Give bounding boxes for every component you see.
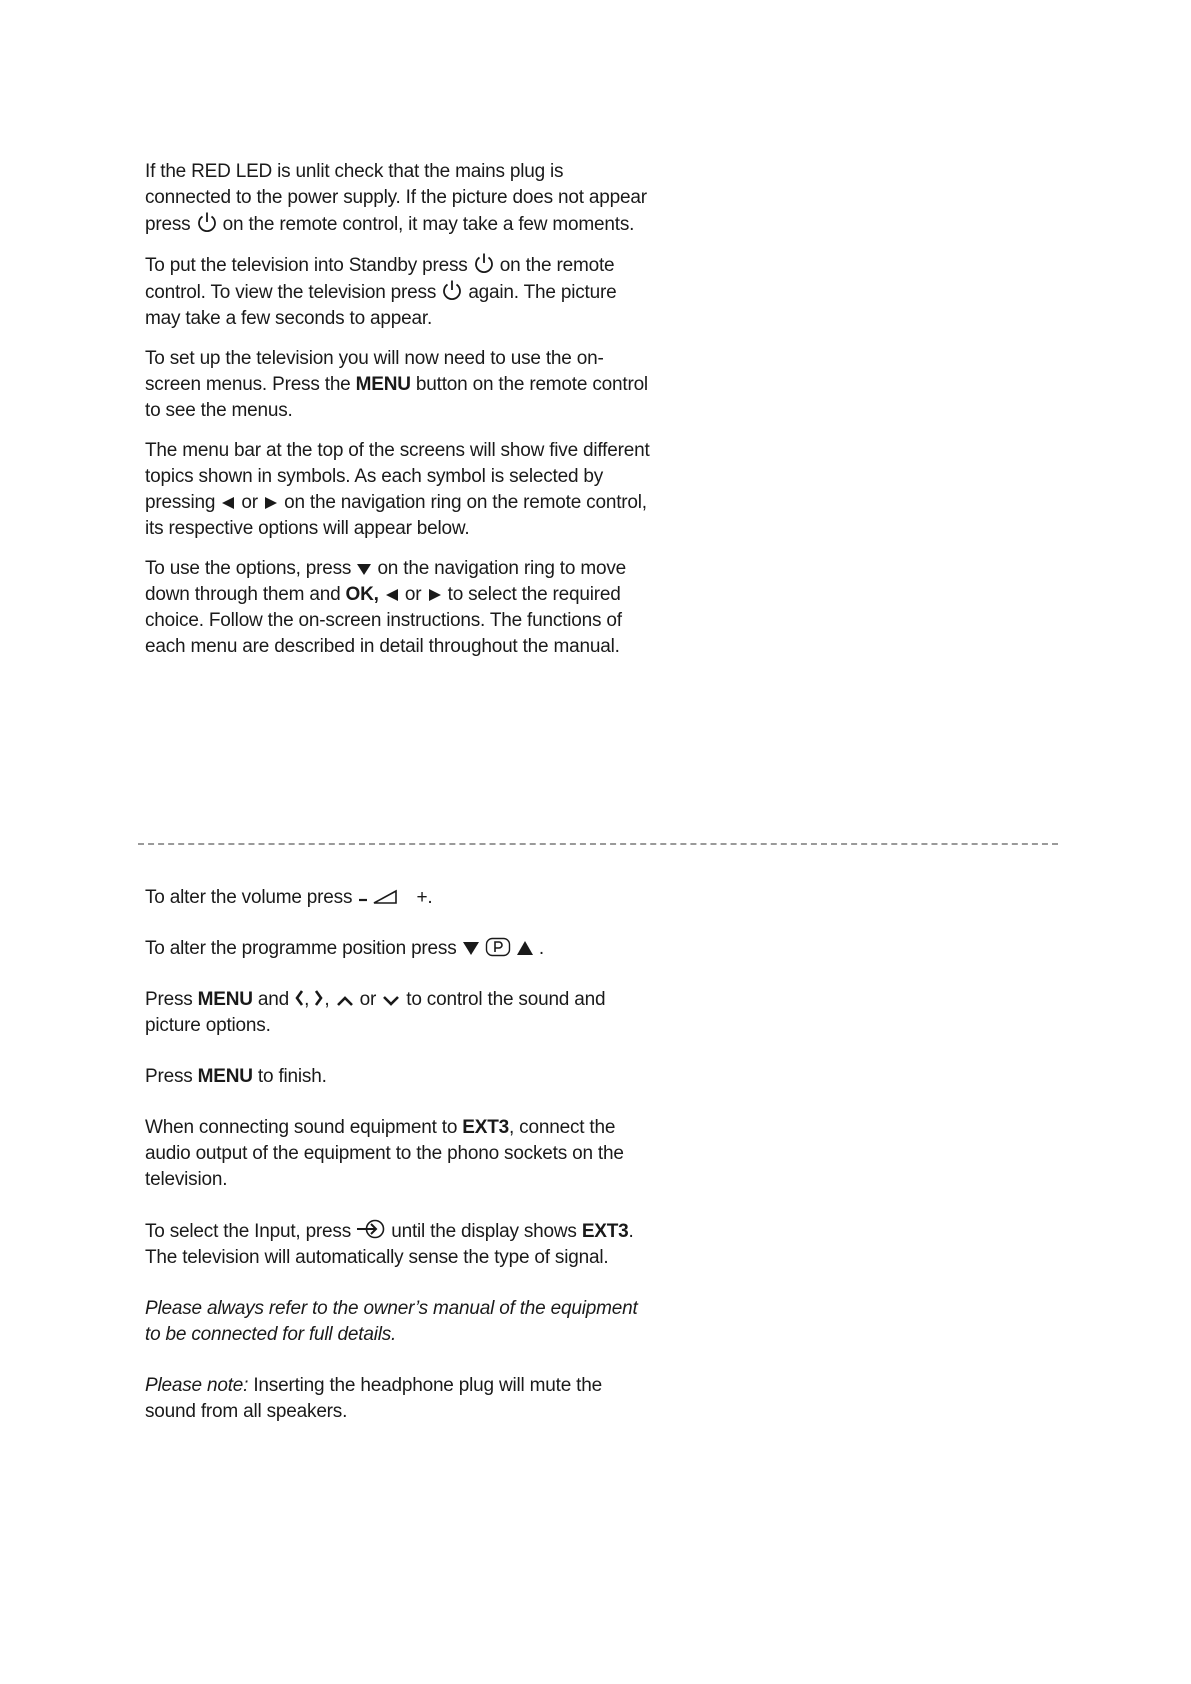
text: to finish. <box>257 1066 327 1087</box>
text: To alter the volume press <box>145 887 353 908</box>
power-icon <box>441 279 463 301</box>
text: , <box>304 989 310 1010</box>
text: When connecting sound equipment to <box>145 1117 458 1138</box>
text: on the remote control, it may take a few moments. <box>222 214 635 235</box>
text: To put the television into Standby press <box>145 255 468 276</box>
paragraph-menu-control <box>145 987 650 1039</box>
text: , connect the audio output of the equipment to the phono sockets on the television. <box>145 1117 624 1190</box>
right-triangle-icon <box>263 495 279 511</box>
text: to control the sound and picture options. <box>145 989 606 1036</box>
text: on the navigation ring on the remote control, its respective options will appear below. <box>145 492 647 539</box>
ext3-keyword: EXT3 <box>581 1221 629 1242</box>
paragraph-options <box>145 556 650 660</box>
text: . <box>538 938 544 959</box>
right-triangle-icon <box>427 587 443 603</box>
text: +. <box>416 887 433 908</box>
text: If the RED LED is unlit check that the mains plug is connected to the power supply. If the picture does not appear press <box>145 161 647 235</box>
text: and <box>257 989 290 1010</box>
text: button on the remote control to see the menus. <box>145 374 648 421</box>
paragraph-menu-finish <box>145 1064 650 1090</box>
text: or <box>241 492 258 513</box>
input-source-icon <box>356 1218 386 1240</box>
paragraph-standby <box>145 252 650 332</box>
text: until the display shows <box>391 1221 577 1242</box>
text: To set up the television you will now need to use the on-screen menus. Press the <box>145 348 604 395</box>
text: . The television will automatically sense the type of signal. <box>145 1221 634 1268</box>
text: To alter the programme position press <box>145 938 457 959</box>
paragraph-ext3-connect <box>145 1115 650 1193</box>
text: To use the options, press <box>145 558 352 579</box>
paragraph-programme <box>145 936 650 962</box>
text: Press <box>145 1066 193 1087</box>
chevron-right-icon <box>314 988 324 1008</box>
volume-wedge-icon <box>357 888 411 906</box>
ext3-keyword: EXT3 <box>462 1117 510 1138</box>
text: on the remote control. To view the television press <box>145 255 615 303</box>
chevron-down-icon <box>381 994 401 1008</box>
paragraph-select-input <box>145 1218 650 1271</box>
paragraph-setup-menus <box>145 346 650 424</box>
paragraph-volume <box>145 885 650 911</box>
power-icon <box>196 211 218 233</box>
bottom-section <box>145 885 650 1425</box>
text: The menu bar at the top of the screens will show five different topics shown in symbols. As each symbol is selected by pressing <box>145 440 650 513</box>
left-triangle-icon <box>384 587 400 603</box>
text: Please always refer to the owner’s manual of the equipment to be connected for full details. <box>145 1298 638 1345</box>
down-triangle-icon <box>356 561 372 577</box>
paragraph-headphone-note <box>145 1373 650 1425</box>
chevron-up-icon <box>335 994 355 1008</box>
text: on the navigation ring to move down through them and <box>145 558 626 605</box>
text: to select the required choice. Follow the on-screen instructions. The functions of each menu are described in detail throughout the manual. <box>145 584 622 657</box>
up-triangle-icon <box>516 939 534 957</box>
text: Press <box>145 989 193 1010</box>
down-triangle-icon <box>462 939 480 957</box>
chevron-left-icon <box>294 988 304 1008</box>
menu-keyword: MENU <box>197 989 253 1010</box>
section-divider <box>138 843 1058 845</box>
note-label: Please note: <box>145 1375 249 1396</box>
left-triangle-icon <box>220 495 236 511</box>
text: or <box>404 584 422 605</box>
text: Inserting the headphone plug will mute the sound from all speakers. <box>145 1375 602 1422</box>
menu-keyword: MENU <box>197 1066 253 1087</box>
menu-keyword: MENU <box>355 374 411 395</box>
text: To select the Input, press <box>145 1221 352 1242</box>
text: , <box>324 989 330 1010</box>
top-section <box>145 159 650 660</box>
ok-keyword: OK, <box>345 584 379 605</box>
power-icon <box>473 252 495 274</box>
text: again. The picture may take a few seconds to appear. <box>145 282 617 329</box>
paragraph-led-check <box>145 159 650 238</box>
paragraph-refer-manual <box>145 1296 650 1348</box>
paragraph-menu-bar <box>145 438 650 542</box>
text: or <box>359 989 377 1010</box>
programme-p-icon <box>485 937 511 957</box>
